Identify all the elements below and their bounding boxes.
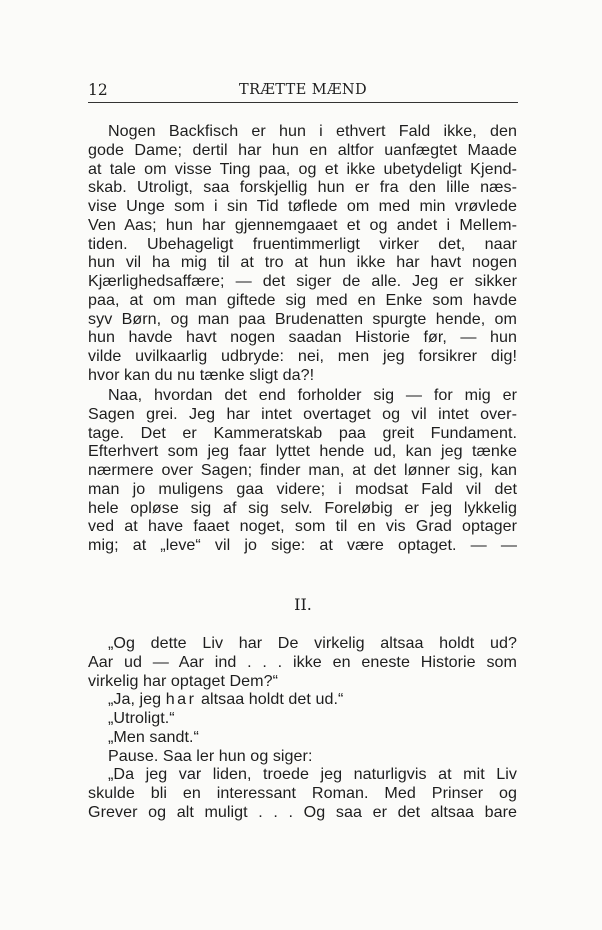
text-line: paa, at om man giftede sig med en Enke som havde (88, 290, 517, 309)
text-line: at tale om visse Ting paa, og et ikke ubetydeligt Kjend- (88, 159, 517, 178)
text-line: Ven Aas; hun har gjennemgaaet et og andet i Mellem- (88, 215, 517, 234)
text-line: hun vil ha mig til at tro at hun ikke har havt nogen (88, 253, 517, 272)
paragraph-1 (88, 122, 517, 385)
text-line: gode Dame; dertil har hun en altfor uanfægtet Maade (88, 140, 517, 159)
text-line: vise Unge som i sin Tid tøflede om med min vrøvlede (88, 197, 517, 215)
text-line: „Utroligt.“ (108, 709, 175, 727)
text-line: mig; at „leve“ vil jo sige: at være optaget. — — (88, 536, 517, 554)
text-line: virkelig har optaget Dem?“ (88, 671, 279, 690)
text-line: skab. Utroligt, saa forskjellig hun er fra den lille næs- (88, 178, 517, 197)
text-line: „Da jeg var liden, troede jeg naturligvis at mit Liv (108, 765, 517, 784)
text-line: hun havde havt nogen saadan Historie før, — hun (88, 328, 517, 347)
text-line (88, 690, 517, 709)
text-line: tiden. Ubehageligt fruentimmerligt virker det, naar (88, 234, 517, 253)
text-line: Efterhvert som jeg faar lyttet hende ud, kan jeg tænke (88, 442, 517, 461)
text-line: skulde bli en interessant Roman. Med Prinser og (88, 784, 517, 802)
paragraph-2 (88, 386, 517, 555)
text-fragment: „Ja, jeg (108, 690, 166, 709)
page-number: 12 (88, 81, 108, 99)
text-line: Kjærlighedsaffære; — det siger de alle. Jeg er sikker (88, 272, 517, 290)
text-line: „Og dette Liv har De virkelig altsaa holdt ud? (108, 634, 517, 652)
emphasized-word: har (165, 690, 197, 709)
page-header (88, 80, 518, 103)
text-line: man jo muligens gaa videre; i modsat Fald vil det (88, 479, 517, 498)
text-line: Sagen grei. Jeg har intet overtaget og vil intet over- (88, 404, 517, 423)
section-heading: II. (294, 595, 312, 614)
text-line: Aar ud — Aar ind . . . ikke en eneste Historie som (88, 652, 517, 671)
running-title: TRÆTTE MÆND (239, 82, 367, 98)
text-fragment: altsaa holdt det ud.“ (196, 690, 344, 709)
text-line: „Men sandt.“ (108, 727, 199, 746)
dialogue-section (88, 634, 517, 822)
text-line: hvor kan du nu tænke sligt da?! (88, 365, 315, 384)
text-line: vilde uvilkaarlig udbryde: nei, men jeg forsikrer dig! (88, 347, 517, 365)
text-line: Naa, hvordan det end forholder sig — for mig er (108, 386, 517, 404)
text-line: syv Børn, og man paa Brudenatten spurgte hende, om (88, 309, 517, 328)
text-line: hele opløse sig af sig selv. Foreløbig er jeg lykkelig (88, 498, 517, 517)
text-line: ved at have faaet noget, som til en vis Grad optager (88, 517, 517, 536)
text-line: nærmere over Sagen; finder man, at det lønner sig, kan (88, 461, 517, 479)
text-line: Pause. Saa ler hun og siger: (108, 746, 313, 765)
text-line: tage. Det er Kammeratskab paa greit Fundament. (88, 423, 517, 442)
text-line: Nogen Backfisch er hun i ethvert Fald ikke, den (108, 122, 517, 140)
text-line: Grever og alt muligt . . . Og saa er det altsaa bare (88, 802, 517, 821)
